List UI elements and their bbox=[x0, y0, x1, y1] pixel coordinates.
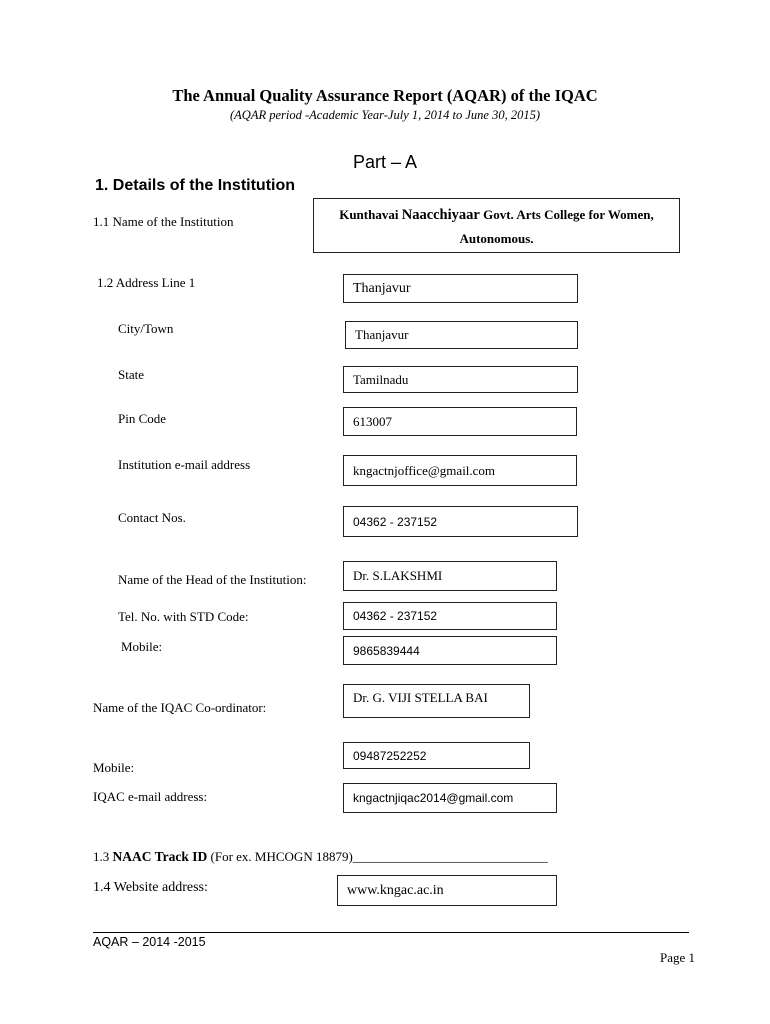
institution-name-line1 bbox=[314, 203, 679, 227]
section-heading: 1. Details of the Institution bbox=[95, 177, 296, 194]
naac-track-id-example: (For ex. MHCOGN 18879)______________________________ bbox=[207, 849, 548, 864]
part-heading: Part – A bbox=[352, 152, 418, 172]
head-name-field: Dr. S.LAKSHMI bbox=[343, 561, 557, 591]
website-label: 1.4 Website address: bbox=[93, 880, 208, 895]
institution-email-field: kngactnjoffice@gmail.com bbox=[343, 455, 577, 486]
institution-email-label: Institution e-mail address bbox=[118, 457, 251, 472]
city-label: City/Town bbox=[118, 321, 174, 336]
institution-name-line2: Autonomous. bbox=[459, 231, 534, 246]
naac-track-id-line bbox=[93, 849, 548, 865]
footer-divider bbox=[93, 932, 689, 933]
pin-code-field: 613007 bbox=[343, 407, 577, 436]
institution-name-label: 1.1 Name of the Institution bbox=[93, 214, 234, 229]
head-mobile-label: Mobile: bbox=[121, 639, 163, 654]
tel-label: Tel. No. with STD Code: bbox=[118, 609, 249, 624]
institution-name-part2: Naacchiyaar bbox=[401, 207, 480, 223]
iqac-mobile-label: Mobile: bbox=[93, 760, 135, 775]
iqac-mobile-field: 09487252252 bbox=[343, 742, 530, 769]
contact-field: 04362 - 237152 bbox=[343, 506, 578, 537]
report-title: The Annual Quality Assurance Report (AQAR) of the IQAC bbox=[172, 86, 598, 105]
institution-name-field bbox=[313, 198, 680, 253]
address-line1-label: 1.2 Address Line 1 bbox=[97, 275, 196, 290]
iqac-coordinator-field: Dr. G. VIJI STELLA BAI bbox=[343, 684, 530, 718]
naac-track-id-label: NAAC Track ID bbox=[112, 849, 208, 864]
iqac-email-field: kngactnjiqac2014@gmail.com bbox=[343, 783, 557, 813]
website-field: www.kngac.ac.in bbox=[337, 875, 557, 906]
institution-name-part3: Govt. Arts College for Women, bbox=[479, 207, 654, 222]
pin-code-label: Pin Code bbox=[118, 411, 167, 426]
city-field: Thanjavur bbox=[345, 321, 578, 349]
state-field: Tamilnadu bbox=[343, 366, 578, 393]
page-number: Page 1 bbox=[659, 950, 695, 965]
state-label: State bbox=[118, 367, 144, 382]
address-line1-field: Thanjavur bbox=[343, 274, 578, 303]
contact-label: Contact Nos. bbox=[118, 510, 186, 525]
report-period: (AQAR period -Academic Year-July 1, 2014 to June 30, 2015) bbox=[230, 108, 540, 122]
footer-aqar-year: AQAR – 2014 -2015 bbox=[93, 935, 206, 949]
head-name-label: Name of the Head of the Institution: bbox=[118, 572, 307, 587]
tel-field: 04362 - 237152 bbox=[343, 602, 557, 630]
iqac-coordinator-label: Name of the IQAC Co-ordinator: bbox=[93, 700, 267, 715]
head-mobile-field: 9865839444 bbox=[343, 636, 557, 665]
iqac-email-label: IQAC e-mail address: bbox=[93, 789, 208, 804]
naac-prefix: 1.3 bbox=[93, 849, 113, 864]
institution-name-part1: Kunthavai bbox=[339, 207, 402, 222]
